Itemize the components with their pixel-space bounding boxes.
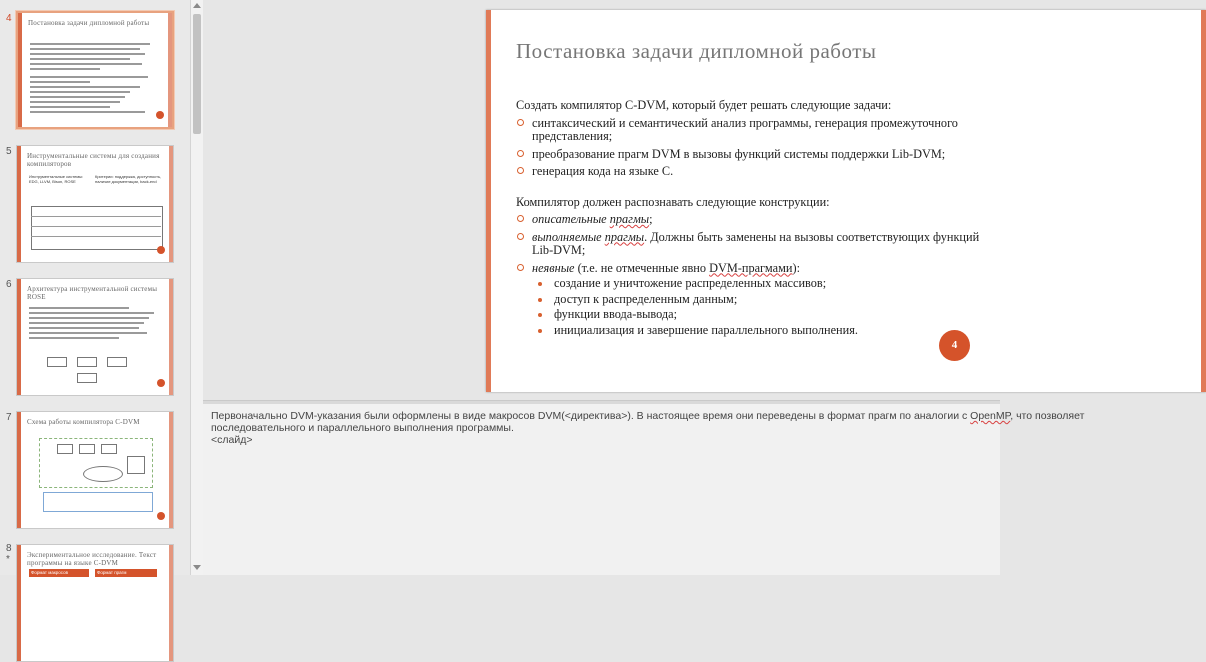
list-item: выполняемые прагмы. Должны быть заменены на вызовы соответствующих функций Lib-DVM; xyxy=(516,231,996,258)
thumbnail-slide-6[interactable] xyxy=(16,278,174,396)
circle-bullet-icon xyxy=(517,150,524,157)
thumbnail-slide-7[interactable] xyxy=(16,411,174,529)
thumbnail-number: 4 xyxy=(6,13,12,24)
thumbnail-number: 5 xyxy=(6,146,12,157)
circle-bullet-icon xyxy=(517,233,524,240)
thumbnail-title: Экспериментальное исследование. Текст программы на языке C-DVM xyxy=(27,551,157,567)
thumbnail-scrollbar[interactable] xyxy=(190,0,203,575)
list-item: генерация кода на языке С. xyxy=(516,165,996,179)
notes-text[interactable]: Первоначально DVM-указания были оформлены в виде макросов DVM(<директива>). В настоящее время они переведены в формат прагм по аналогии с OpenMP, что позволяет последовательного и параллельного выполнения программы. <слайд> xyxy=(211,410,1085,446)
thumbnail-marker: * xyxy=(6,554,10,565)
dot-bullet-icon xyxy=(538,298,542,302)
thumbnail-text: Формат макросов xyxy=(31,570,68,575)
list-item: неявные (т.е. не отмеченные явно DVM-прагмами): xyxy=(516,262,996,276)
circle-bullet-icon xyxy=(517,119,524,126)
slide-thumbnail-pane xyxy=(0,0,190,575)
thumbnail-slide-5[interactable] xyxy=(16,145,174,263)
scrollbar-thumb[interactable] xyxy=(193,14,201,134)
circle-bullet-icon xyxy=(517,215,524,222)
scroll-down-icon[interactable] xyxy=(193,565,201,570)
thumbnail-page-badge xyxy=(156,111,164,119)
list-item: синтаксический и семантический анализ программы, генерация промежуточного представления; xyxy=(516,117,996,144)
scroll-up-icon[interactable] xyxy=(193,3,201,8)
dot-bullet-icon xyxy=(538,329,542,333)
sub-list-item: инициализация и завершение параллельного выполнения. xyxy=(516,324,996,338)
list-item: преобразование прагм DVM в вызовы функций системы поддержки Lib-DVM; xyxy=(516,148,996,162)
thumbnail-number: 8 xyxy=(6,543,12,554)
slide-number-badge: 4 xyxy=(939,330,970,361)
slide-title[interactable]: Постановка задачи дипломной работы xyxy=(516,39,877,63)
thumbnail-slide-4[interactable] xyxy=(16,11,174,129)
dot-bullet-icon xyxy=(538,313,542,317)
thumbnail-text: Инструментальные системы: EDG, LLVM, Bison, ROSE xyxy=(29,174,84,184)
thumbnail-title: Схема работы компилятора C-DVM xyxy=(27,418,140,426)
thumbnail-number: 7 xyxy=(6,412,12,423)
thumbnail-number: 6 xyxy=(6,279,12,290)
circle-bullet-icon xyxy=(517,167,524,174)
slide-editor-area xyxy=(203,0,1000,400)
thumbnail-slide-8[interactable] xyxy=(16,544,174,662)
list-item: описательные прагмы; xyxy=(516,213,996,227)
thumbnail-title: Архитектура инструментальной системы ROSE xyxy=(27,285,158,301)
intro-text: Создать компилятор C-DVM, который будет решать следующие задачи: xyxy=(516,98,892,112)
notes-pane[interactable] xyxy=(203,404,1085,575)
thumbnail-title: Инструментальные системы для создания компиляторов xyxy=(27,152,160,168)
slide-content[interactable] xyxy=(516,99,996,337)
current-slide[interactable] xyxy=(486,10,1206,392)
thumbnail-text: Критерии: поддержка, доступность, наличие документации, back-end xyxy=(95,174,162,184)
sub-list-item: создание и уничтожение распределенных массивов; xyxy=(516,277,996,291)
thumbnail-title: Постановка задачи дипломной работы xyxy=(28,19,150,27)
thumbnail-text: Формат прагм xyxy=(97,570,127,575)
dot-bullet-icon xyxy=(538,282,542,286)
constructs-intro: Компилятор должен распознавать следующие конструкции: xyxy=(516,194,830,209)
circle-bullet-icon xyxy=(517,264,524,271)
sub-list-item: функции ввода-вывода; xyxy=(516,308,996,322)
sub-list-item: доступ к распределенным данным; xyxy=(516,293,996,307)
